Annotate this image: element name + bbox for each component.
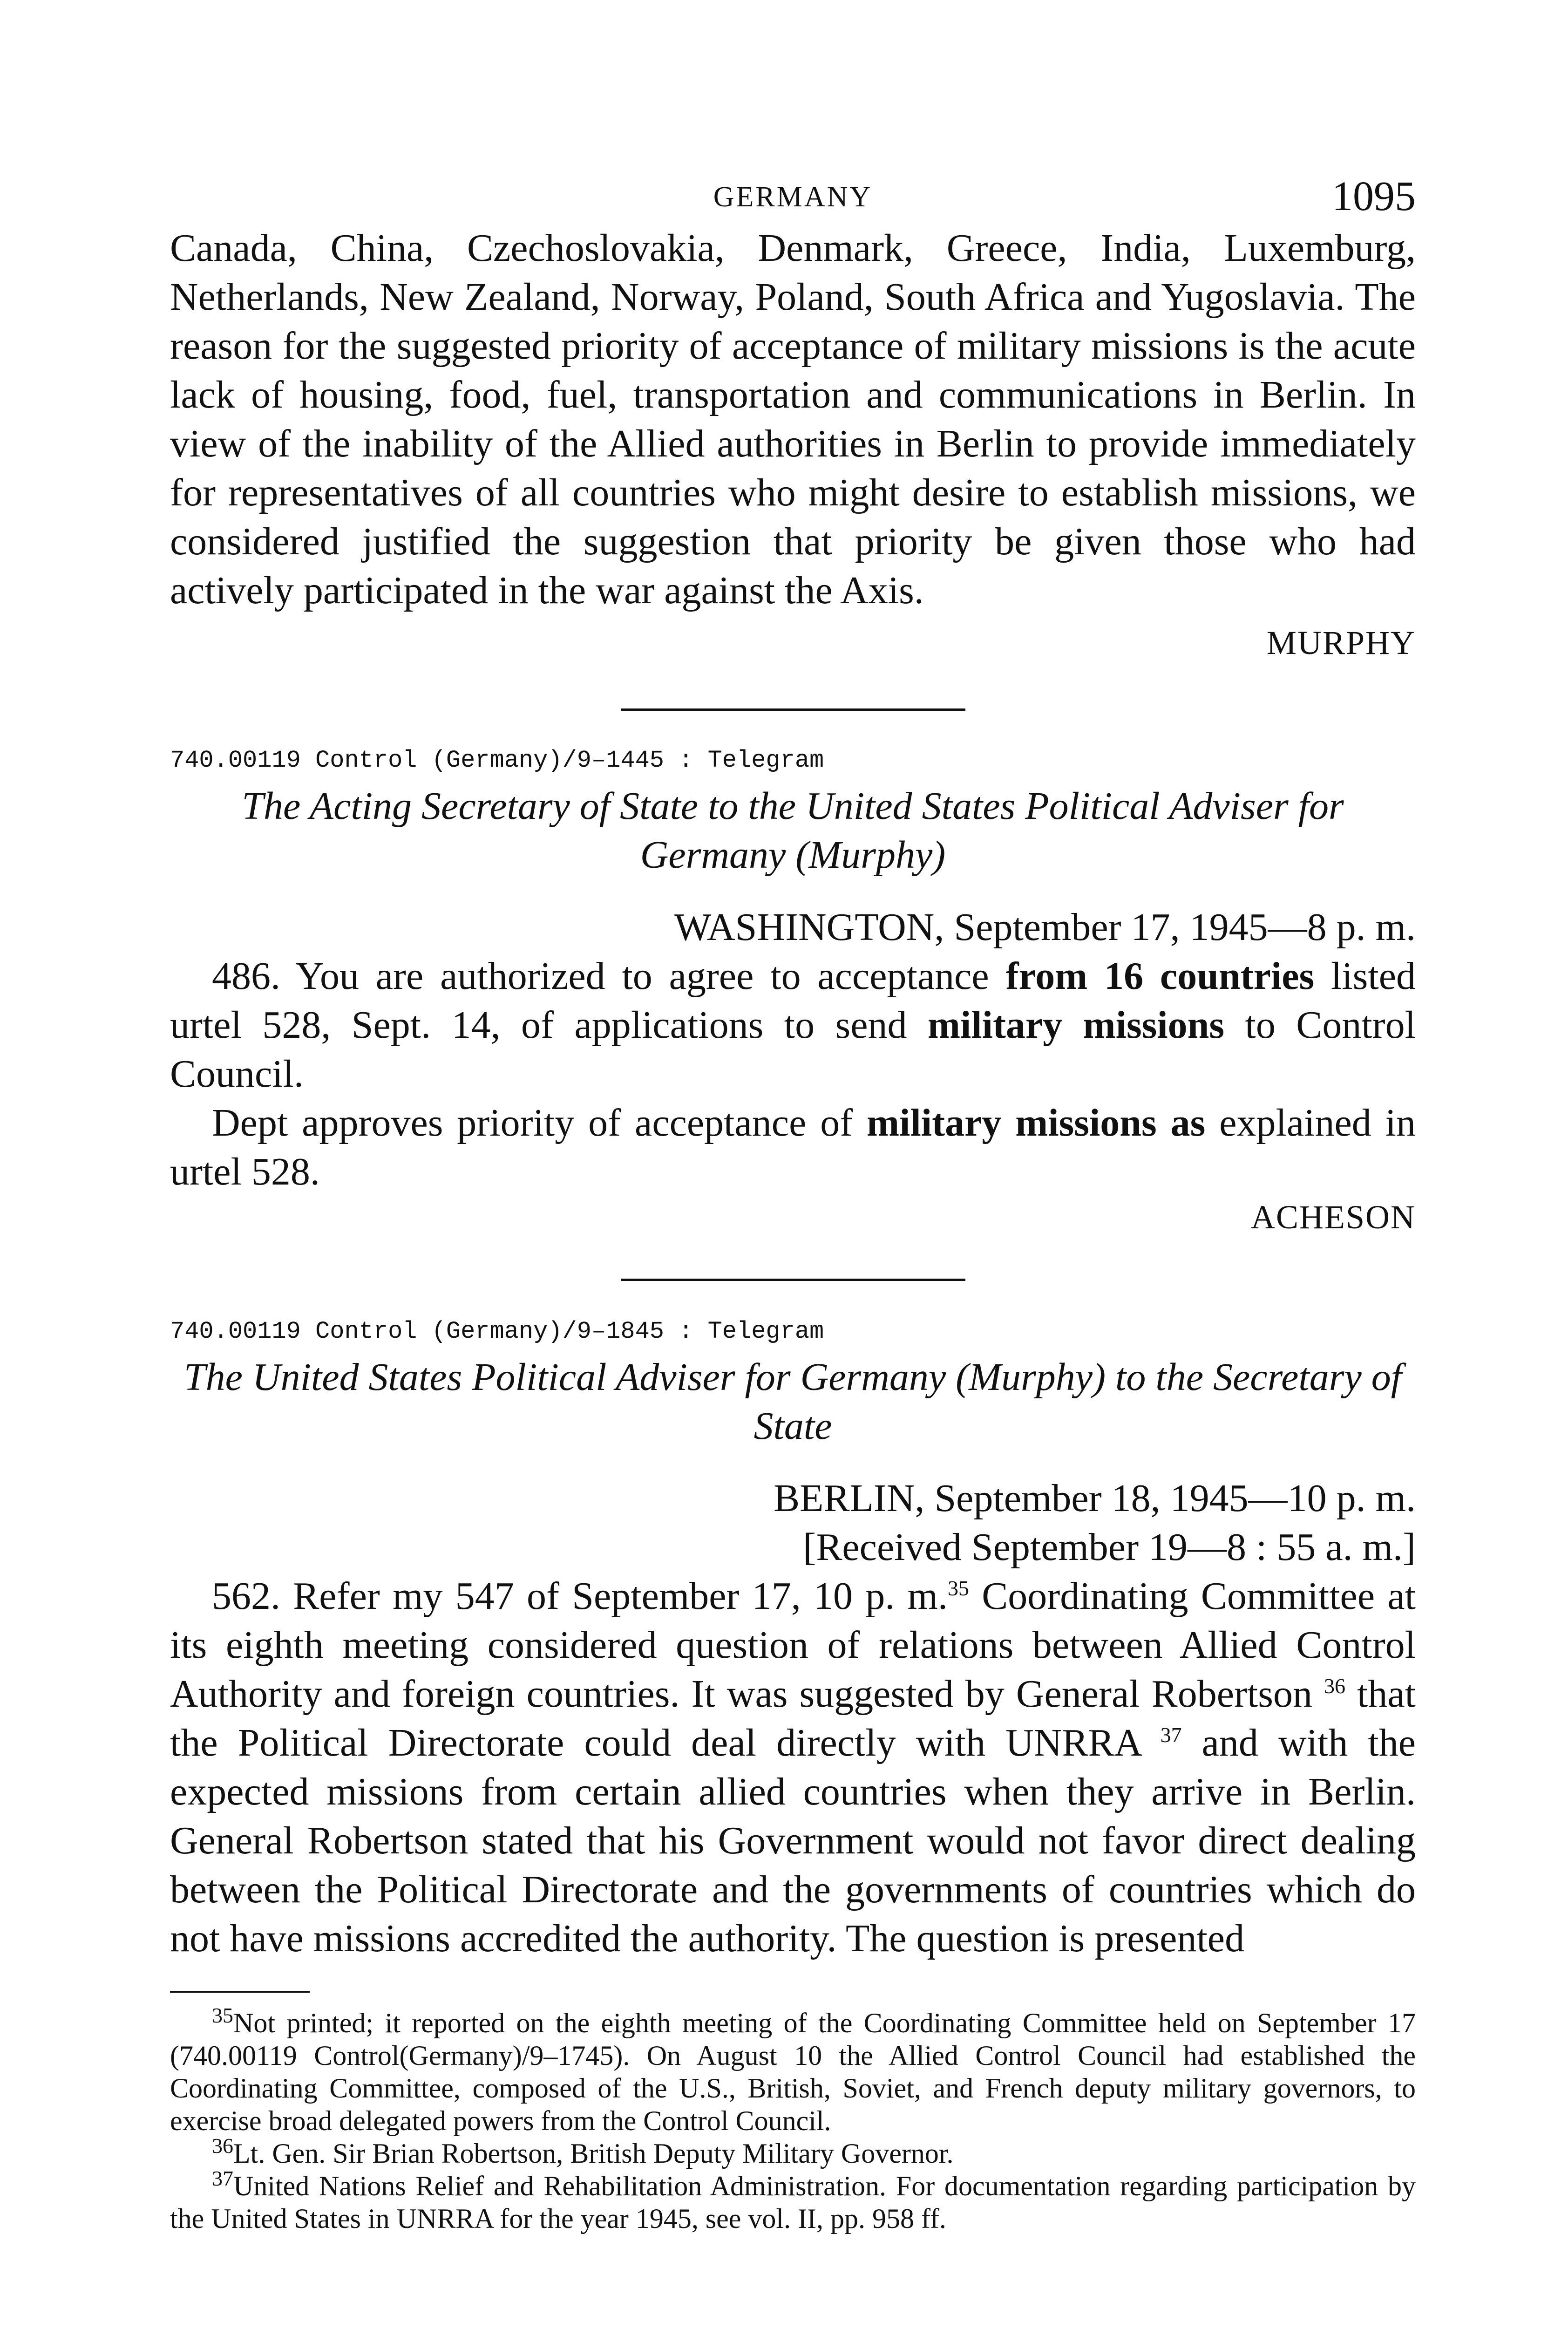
document-2-body bbox=[170, 952, 1416, 1196]
running-title: GERMANY bbox=[713, 181, 873, 213]
signature-murphy: MURPHY bbox=[1266, 624, 1416, 661]
footnote-ref: 37 bbox=[1160, 1723, 1182, 1747]
footnote-mark: 35 bbox=[212, 2003, 233, 2027]
text: 486. You are authorized to agree to acceptance bbox=[212, 954, 1006, 998]
footnote-text: Not printed; it reported on the eighth meeting of the Coordinating Committee held on September 17 (740.00119 Control(Germany)/9–1745). On August 10 the Allied Control Council had established the Coordinating Committee, composed of the U.S., British, Soviet, and French deputy military governors, to exercise broad delegated powers from the Control Council. bbox=[170, 2008, 1416, 2136]
place: WASHINGTON, bbox=[674, 906, 944, 949]
text: Coordinating Committee at its eighth meeting considered question of relations between Allied Control Authority and foreign countries. It was suggested by General Robertson bbox=[170, 1574, 1416, 1716]
place: BERLIN, bbox=[774, 1477, 925, 1520]
footnote-mark: 37 bbox=[212, 2166, 233, 2190]
document-title: The United States Political Adviser for Germany (Murphy) to the Secretary of State bbox=[183, 1355, 1402, 1448]
running-header bbox=[170, 172, 1416, 224]
footnote-text: United Nations Relief and Rehabilitation Administration. For documentation regarding participation by the United States in UNRRA for the year 1945, see vol. II, pp. 958 ff. bbox=[170, 2171, 1416, 2234]
footnote-divider bbox=[170, 1991, 310, 1993]
dateline bbox=[170, 903, 1416, 952]
paragraph bbox=[170, 952, 1416, 1098]
text: to Control Council. bbox=[170, 1003, 1416, 1096]
footnote-mark: 36 bbox=[212, 2134, 233, 2158]
document-1 bbox=[170, 224, 1416, 667]
document-2 bbox=[170, 744, 1416, 1237]
text: military missions as bbox=[867, 1101, 1206, 1144]
text: explained in urtel 528. bbox=[170, 1101, 1416, 1193]
file-reference: 740.00119 Control (Germany)/9–1445 : Telegram bbox=[170, 747, 824, 774]
received-line: [Received September 19—8 : 55 a. m.] bbox=[803, 1525, 1416, 1569]
file-reference: 740.00119 Control (Germany)/9–1845 : Telegram bbox=[170, 1318, 824, 1345]
document-3 bbox=[170, 1315, 1416, 1963]
document-title: The Acting Secretary of State to the United States Political Adviser for Germany (Murphy) bbox=[242, 784, 1344, 877]
document-page bbox=[170, 172, 1416, 2235]
footnote-text: Lt. Gen. Sir Brian Robertson, British Deputy Military Governor. bbox=[233, 2138, 954, 2169]
footnote bbox=[170, 2166, 1416, 2235]
text: from 16 countries bbox=[1005, 954, 1315, 998]
signature-acheson: ACHESON bbox=[1250, 1199, 1416, 1236]
paragraph bbox=[170, 1098, 1416, 1196]
continuation-paragraph: Canada, China, Czechoslovakia, Denmark, Greece, India, Luxemburg, Netherlands, New Zealand, Norway, Poland, South Africa and Yugoslavia. The reason for the suggested priority of acceptance of military missions is the acute lack of housing, food, fuel, transportation and communications in Berlin. In view of the inability of the Allied authorities in Berlin to provide immediately for representatives of all countries who might desire to establish missions, we considered justified the suggestion that priority be given those who had actively participated in the war against the Axis. bbox=[170, 226, 1416, 612]
footnote bbox=[170, 2003, 1416, 2137]
date: September 17, 1945—8 p. m. bbox=[954, 906, 1416, 949]
footnotes bbox=[170, 2003, 1416, 2235]
paragraph bbox=[170, 1572, 1416, 1963]
text: that the Political Directorate could deal directly with UNRRA bbox=[170, 1672, 1416, 1764]
text: military missions bbox=[927, 1003, 1225, 1047]
footnote bbox=[170, 2134, 1416, 2170]
page-number: 1095 bbox=[1332, 173, 1416, 219]
footnote-ref: 35 bbox=[947, 1576, 969, 1600]
section-divider bbox=[621, 1279, 965, 1281]
text: Dept approves priority of acceptance of bbox=[212, 1101, 867, 1144]
dateline bbox=[170, 1474, 1416, 1523]
footnote-ref: 36 bbox=[1324, 1674, 1346, 1698]
document-3-body bbox=[170, 1572, 1416, 1963]
text: 562. Refer my 547 of September 17, 10 p. m. bbox=[212, 1574, 948, 1618]
text: listed urtel 528, Sept. 14, of applications to send bbox=[170, 954, 1416, 1047]
text: and with the expected missions from certain allied countries when they arrive in Berlin. General Robertson stated that his Government would not favor direct dealing between the Political Directorate and the governments of countries which do not have missions accredited the authority. The question is presented bbox=[170, 1721, 1416, 1960]
date: September 18, 1945—10 p. m. bbox=[934, 1477, 1416, 1520]
section-divider bbox=[621, 708, 965, 711]
